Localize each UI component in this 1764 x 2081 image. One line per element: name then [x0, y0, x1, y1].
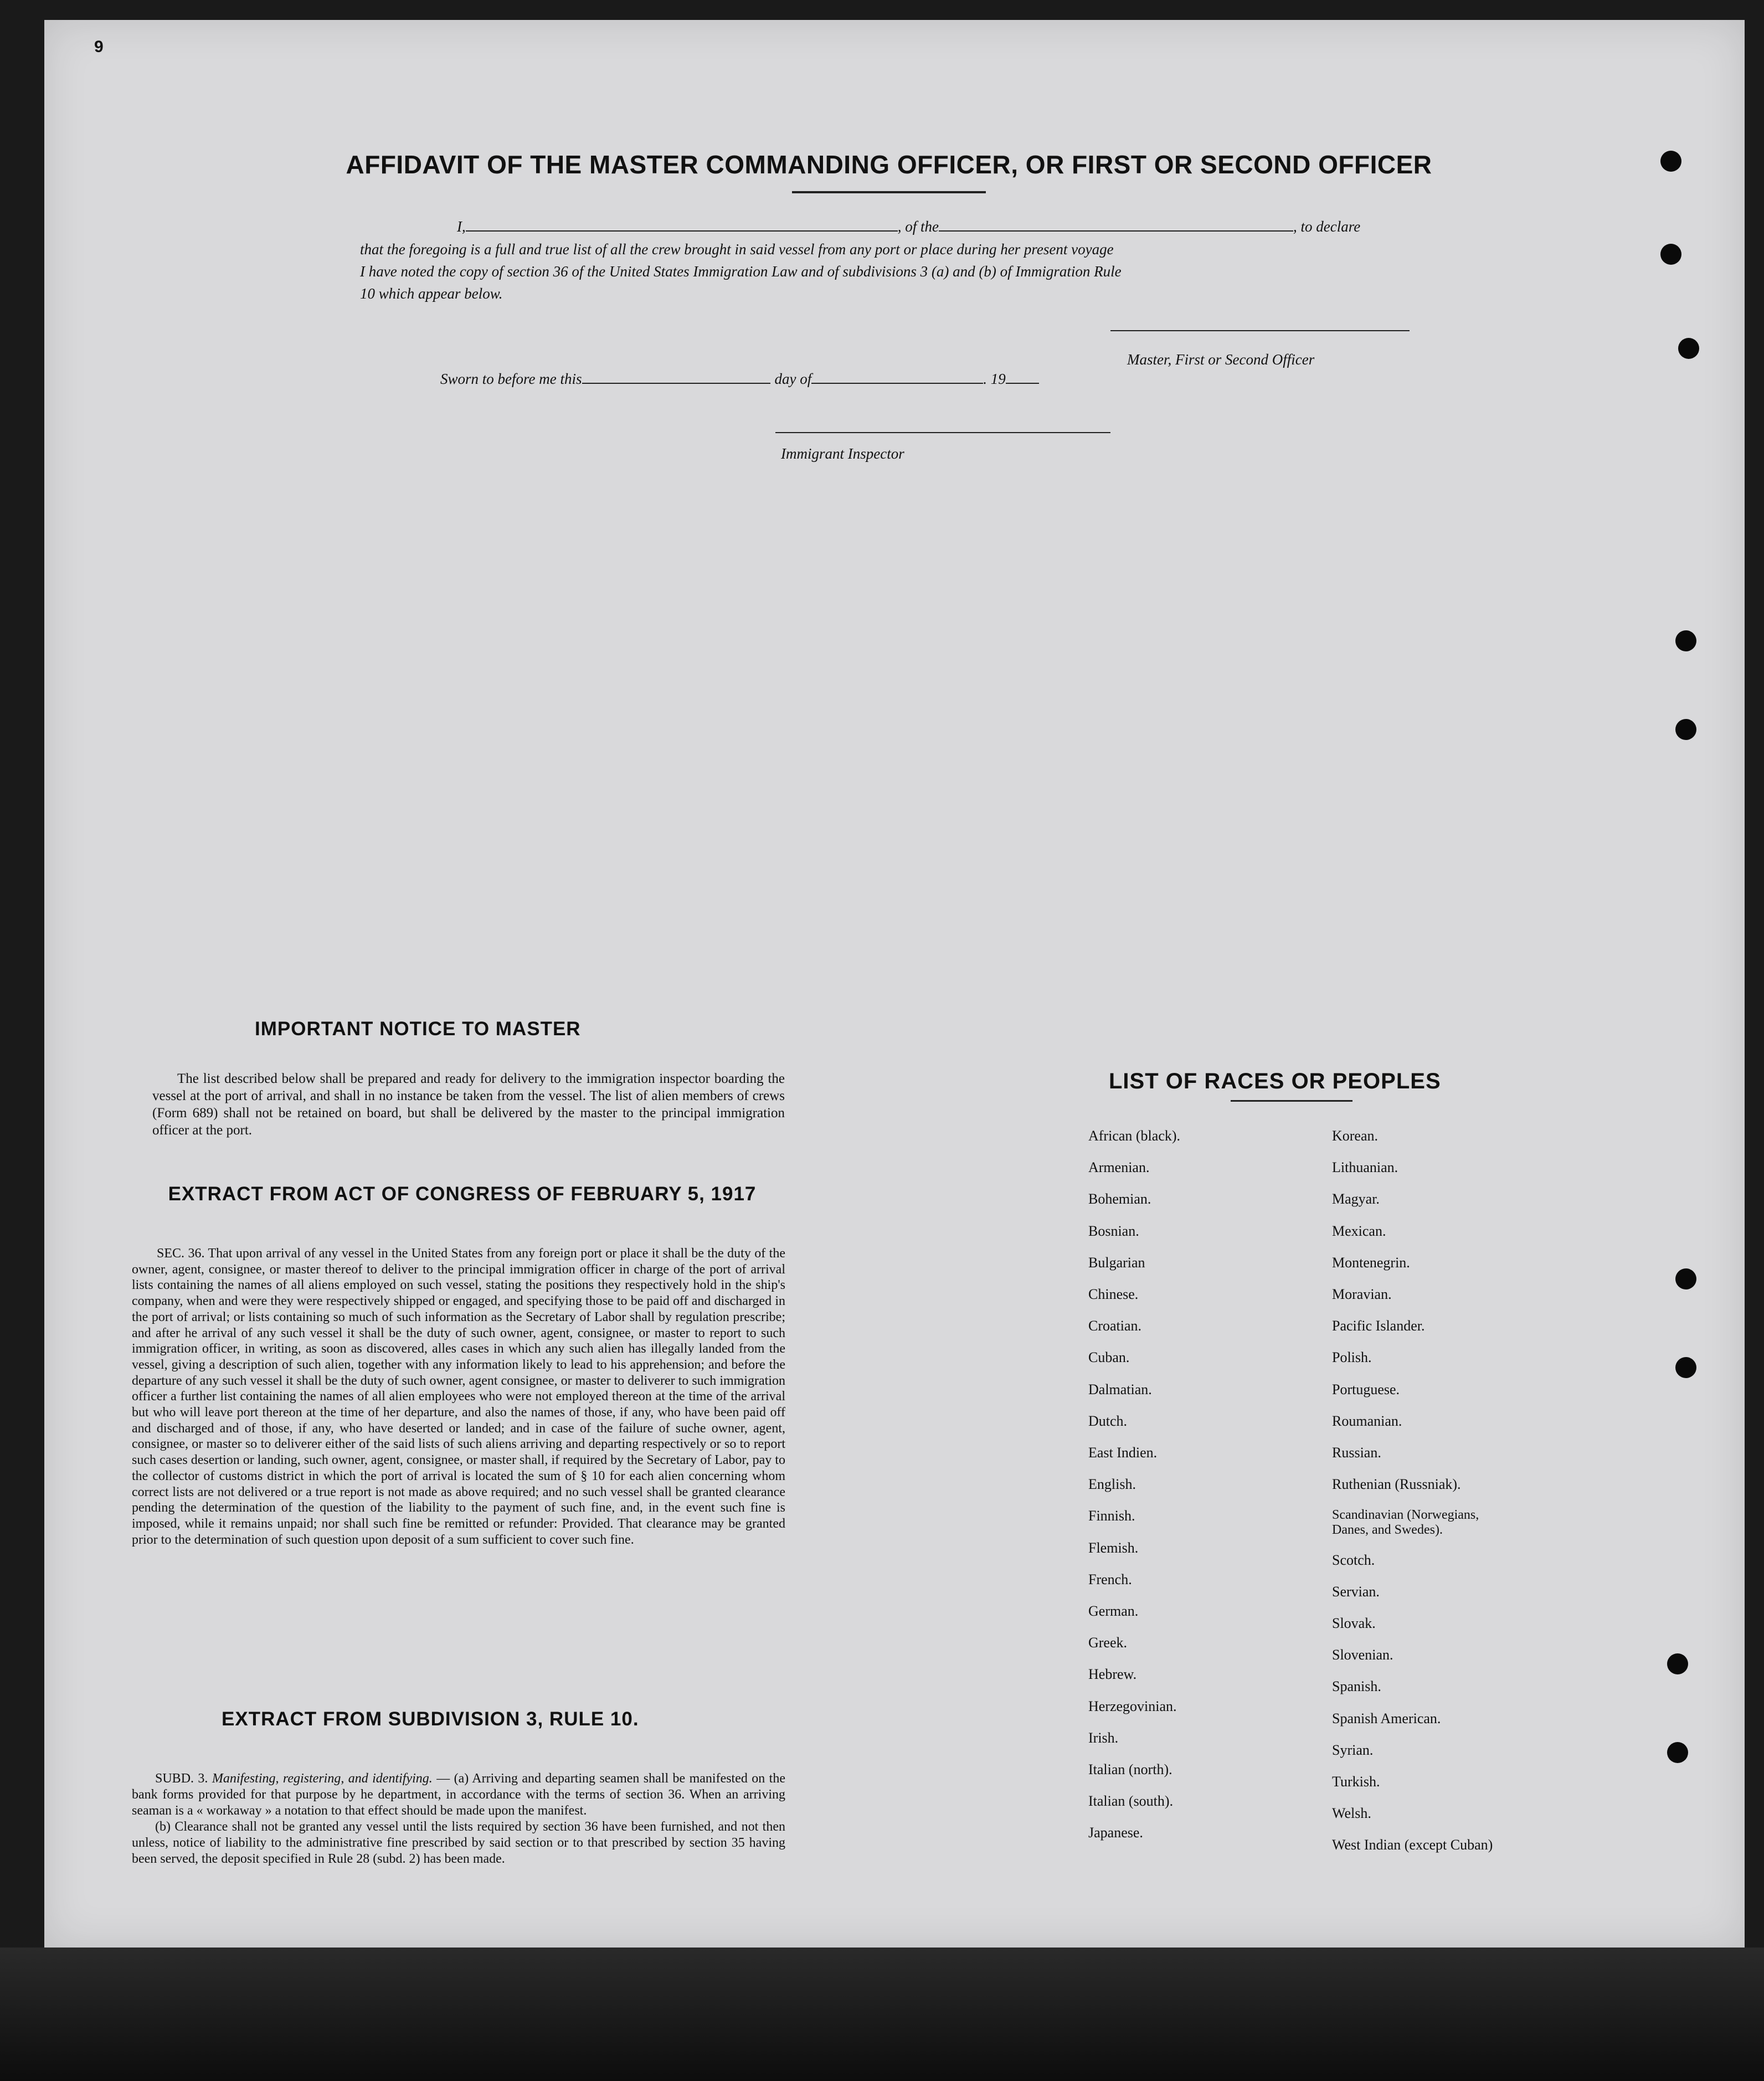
race-item: West Indian (except Cuban) — [1332, 1837, 1493, 1853]
inspector-signature-line — [775, 432, 1110, 433]
binder-hole — [1675, 719, 1696, 740]
affidavit-line-4: 10 which appear below. — [360, 285, 503, 302]
race-item: Bulgarian — [1088, 1255, 1145, 1271]
race-item: Dalmatian. — [1088, 1381, 1152, 1397]
race-item: Servian. — [1332, 1584, 1380, 1600]
race-item: Portuguese. — [1332, 1381, 1400, 1397]
affidavit-line-1 — [360, 216, 1440, 238]
signature-caption: Master, First or Second Officer — [1127, 351, 1315, 368]
extract-rule-title: EXTRACT FROM SUBDIVISION 3, RULE 10. — [222, 1708, 639, 1730]
race-item: German. — [1088, 1603, 1139, 1619]
subd-para-b: (b) Clearance shall not be granted any vessel until the lists required by section 36 have been furnished, and not then unless, notice of liability to the administrative fine prescribed by said section or to that prescribed by section 35 having been served, the deposit specified in Rule 28 (subd. 2) has been made. — [132, 1820, 785, 1866]
race-item: Japanese. — [1088, 1825, 1143, 1841]
race-item: Hebrew. — [1088, 1666, 1137, 1682]
race-item: Herzegovinian. — [1088, 1698, 1177, 1714]
extract-rule-body — [132, 1771, 785, 1867]
extract-act-title: EXTRACT FROM ACT OF CONGRESS OF FEBRUARY 5, 1917 — [168, 1183, 757, 1205]
binder-hole — [1660, 244, 1681, 265]
sworn-day-blank — [582, 383, 770, 384]
binder-hole — [1675, 1357, 1696, 1378]
sworn-line — [440, 368, 1039, 390]
affidavit-to-declare: , to declare — [1293, 218, 1361, 235]
race-item: Irish. — [1088, 1730, 1119, 1746]
race-item: Finnish. — [1088, 1508, 1135, 1524]
affidavit-title: AFFIDAVIT OF THE MASTER COMMANDING OFFICER, OR FIRST OR SECOND OFFICER — [346, 150, 1432, 179]
extract-act-body: SEC. 36. That upon arrival of any vessel in the United States from any foreign port or place it shall be the duty of the owner, agent, consignee, or master thereof to deliver to the principal immigration officer in charge of the port of arrival lists containing the names of all aliens employed on such vessel, stating the positions they respectively hold in the ship's company, when and were they were respectively shipped or engaged, and specifying those to be paid off and discharged in the port of arrival; or lists containing so much of such information as the Secretary of Labor shall by regulation prescribe; and after he arrival of any such vessel it shall be the duty of such owner, agent, consignee, or master to report to such immigration officer, in writing, as soon as discovered, alles cases in which any such alien has illegally landed from the vessel, giving a description of such alien, together with any information likely to lead to his apprehension; and before the departure of any such vessel it shall be the duty of such owner, agent consignee, or master to deliverer to such immigration officer a further list containing the names of all alien employees who were not employed thereon at the time of the arrival but who will leave port thereon at the time of her departure, and also the names of those, if any, who have been paid off and discharged and of those, if any, who have deserted or landed; and in case of the failure of suche owner, agent, consignee, or master so to deliverer either of the said lists of such aliens arriving and departing respectively or so to report such cases desertion or landing, such owner, agent, consignee, or master shall, if required by the Secretary of Labor, pay to the collector of customs district in which the port of arrival is located the sum of § 10 for each alien concerning whom correct lists are not delivered or a true report is not made as above required; and no such vessel shall be granted clearance pending the determination of the question of the liability to the payment of such fine, and, in the event such fine is imposed, while it remains unpaid; nor shall such fine be remitted or refunder: Provided. That clearance may be granted prior to the determination of such question upon deposit of a sum sufficient to cover such fine. — [132, 1246, 785, 1547]
signature-line — [1110, 330, 1410, 331]
race-item: Scotch. — [1332, 1552, 1375, 1568]
page-number: 9 — [94, 38, 104, 56]
vessel-blank — [939, 230, 1293, 232]
subd-label: SUBD. 3. — [155, 1771, 208, 1786]
race-item: East Indien. — [1088, 1445, 1158, 1461]
race-item: Lithuanian. — [1332, 1159, 1398, 1175]
race-item: Chinese. — [1088, 1286, 1139, 1302]
race-item: Turkish. — [1332, 1774, 1380, 1790]
race-item: Bohemian. — [1088, 1191, 1151, 1207]
day-of-text: day of — [774, 371, 812, 387]
race-item: Spanish American. — [1332, 1710, 1441, 1727]
race-item: Pacific Islander. — [1332, 1318, 1425, 1334]
race-item: Armenian. — [1088, 1159, 1150, 1175]
race-item: Spanish. — [1332, 1678, 1381, 1694]
subd-para-a: — (a) Arriving and departing seamen shall be manifested on the bank forms provided for that purpose by he department, in accordance with the terms of section 36. When an arriving seaman is a « workaway » a notation to that effect should be made upon the manifest. — [132, 1771, 785, 1818]
race-item: Italian (south). — [1088, 1793, 1174, 1809]
race-item: Italian (north). — [1088, 1761, 1172, 1777]
race-item: Bosnian. — [1088, 1223, 1139, 1239]
races-title: LIST OF RACES OR PEOPLES — [1109, 1069, 1441, 1093]
binder-hole — [1667, 1653, 1688, 1674]
race-item: English. — [1088, 1476, 1136, 1492]
document-page — [44, 20, 1745, 1948]
scanner-bottom-strip — [0, 1948, 1764, 2081]
binder-hole — [1675, 630, 1696, 651]
race-item: Flemish. — [1088, 1540, 1139, 1556]
race-item: Ruthenian (Russniak). — [1332, 1476, 1461, 1492]
race-item: Croatian. — [1088, 1318, 1142, 1334]
race-item: Slovak. — [1332, 1615, 1376, 1631]
race-item: French. — [1088, 1571, 1132, 1587]
race-item: Korean. — [1332, 1128, 1379, 1144]
important-notice-body: The list described below shall be prepared and ready for delivery to the immigration inspector boarding the vessel at the port of arrival, and shall in no instance be taken from the vessel. The list of alien members of crews (Form 689) shall not be retained on board, but shall be delivered by the master to the principal immigration officer at the port. — [152, 1071, 785, 1138]
race-item: Roumanian. — [1332, 1413, 1402, 1429]
race-item: Scandinavian (Norwegians, Danes, and Swedes). — [1332, 1508, 1479, 1537]
sworn-text: Sworn to before me this — [440, 371, 582, 387]
race-item: Syrian. — [1332, 1742, 1374, 1758]
race-item: African (black). — [1088, 1128, 1181, 1144]
race-item: Cuban. — [1088, 1349, 1130, 1365]
binder-hole — [1678, 338, 1699, 359]
race-item: Mexican. — [1332, 1223, 1386, 1239]
year-prefix: . 19 — [983, 371, 1006, 387]
year-blank — [1006, 383, 1039, 384]
affidavit-line-2: that the foregoing is a full and true list of all the crew brought in said vessel from any port or place during her present voyage — [360, 241, 1114, 258]
binder-hole — [1675, 1268, 1696, 1289]
month-blank — [811, 383, 983, 384]
race-item: Welsh. — [1332, 1805, 1371, 1821]
race-item: Moravian. — [1332, 1286, 1392, 1302]
race-item: Montenegrin. — [1332, 1255, 1410, 1271]
race-item: Polish. — [1332, 1349, 1372, 1365]
race-item: Dutch. — [1088, 1413, 1128, 1429]
subd-heading: Manifesting, registering, and identifying. — [212, 1771, 433, 1786]
races-title-rule — [1231, 1100, 1352, 1102]
race-item: Magyar. — [1332, 1191, 1380, 1207]
race-item: Greek. — [1088, 1635, 1128, 1651]
inspector-caption: Immigrant Inspector — [781, 445, 904, 462]
binder-hole — [1660, 151, 1681, 172]
affidavit-line-3: I have noted the copy of section 36 of the United States Immigration Law and of subdivisions 3 (a) and (b) of Immigration Rule — [360, 263, 1122, 280]
affidavit-of-the: , of the — [897, 218, 939, 235]
race-item: Russian. — [1332, 1445, 1381, 1461]
race-item: Slovenian. — [1332, 1647, 1393, 1663]
affidavit-title-rule — [792, 191, 986, 193]
binder-hole — [1667, 1742, 1688, 1763]
name-blank — [466, 230, 898, 232]
affidavit-i: I, — [457, 218, 466, 235]
important-notice-title: IMPORTANT NOTICE TO MASTER — [255, 1018, 581, 1040]
